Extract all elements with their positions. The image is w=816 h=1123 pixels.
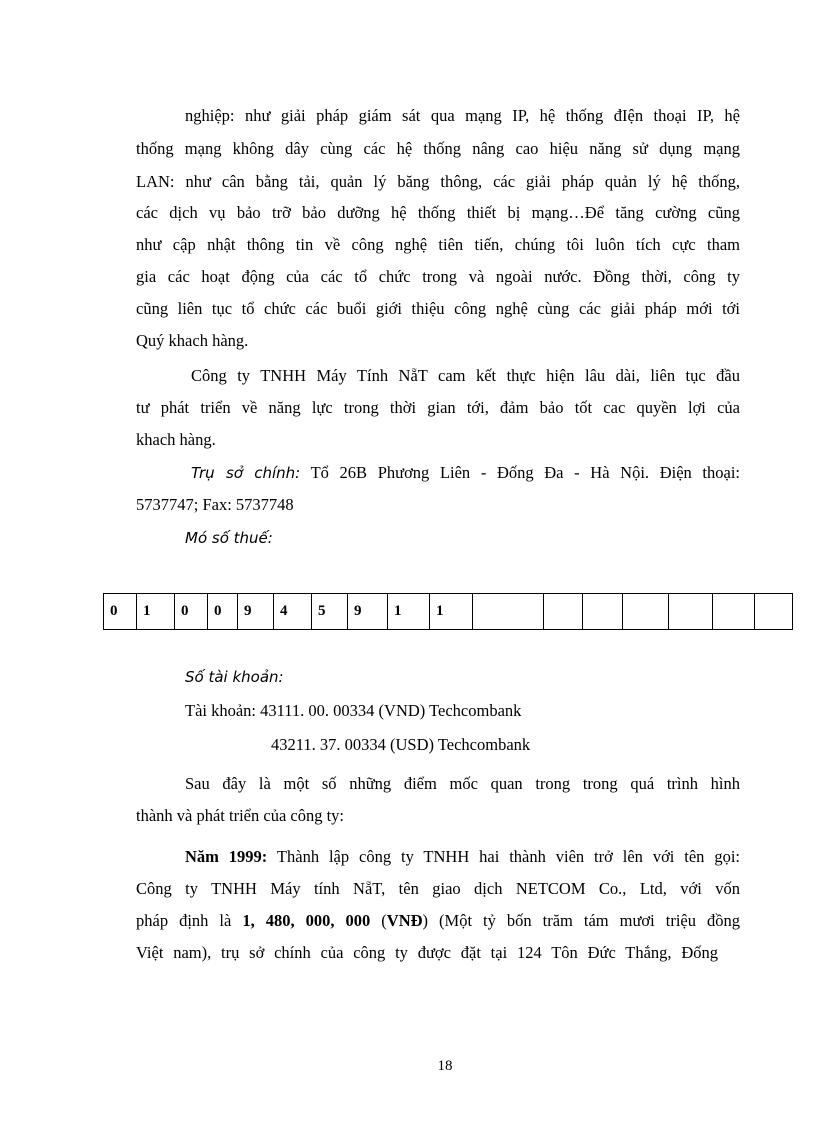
p3-line-1: Sau đây là một số những điểm mốc quan trong trong quá trình hình bbox=[185, 774, 740, 793]
milestone-text-3b: ) (Một tỷ bốn trăm tám mươi triệu đồng bbox=[422, 911, 740, 930]
p1-line-1: nghiệp: như giải pháp giám sát qua mạng IP, hệ thống đIện thoại IP, hệ bbox=[185, 106, 740, 125]
tax-digit-cell: 4 bbox=[274, 594, 312, 630]
p1-line-6: gia các hoạt động của các tổ chức trong và ngoài nước. Đồng thời, công ty bbox=[136, 267, 740, 286]
tax-code-label: Mó số thuế: bbox=[185, 529, 273, 547]
currency-code: VNĐ bbox=[386, 911, 423, 930]
p2-line-2: tư phát triển về năng lực trong thời gian tới, đảm bảo tốt cac quyền lợi của bbox=[136, 398, 740, 417]
tax-code-row bbox=[104, 594, 793, 630]
tax-digit-cell: 9 bbox=[238, 594, 274, 630]
paren-open: ( bbox=[370, 911, 387, 930]
milestone-line-3 bbox=[136, 911, 740, 931]
tax-code-grid bbox=[103, 593, 793, 630]
tax-digit-cell bbox=[623, 594, 669, 630]
account-line-2: 43211. 37. 00334 (USD) Techcombank bbox=[271, 735, 531, 754]
tax-digit-cell: 1 bbox=[388, 594, 430, 630]
milestone-line-1 bbox=[185, 847, 740, 867]
capital-amount: 1, 480, 000, 000 bbox=[242, 911, 371, 930]
milestone-line-4: Việt nam), trụ sở chính của công ty được đặt tại 124 Tôn Đức Thắng, Đống bbox=[136, 943, 718, 962]
p1-line-3: LAN: như cân bằng tải, quản lý băng thông, các giải pháp quản lý hệ thống, bbox=[136, 172, 740, 191]
p2-line-1: Công ty TNHH Máy Tính NẵT cam kết thực hiện lâu dài, liên tục đầu bbox=[191, 366, 740, 385]
tax-digit-cell: 1 bbox=[137, 594, 175, 630]
headquarters-address: Tổ 26B Phương Liên - Đống Đa - Hà Nội. Điện thoại: bbox=[300, 463, 740, 482]
p1-line-8: Quý khach hàng. bbox=[136, 331, 249, 350]
tax-digit-cell: 9 bbox=[348, 594, 388, 630]
tax-digit-cell: 0 bbox=[104, 594, 137, 630]
page-number: 18 bbox=[437, 1058, 453, 1074]
p1-line-7: cũng liên tục tổ chức các buổi giới thiệu công nghệ cùng các giải pháp mới tới bbox=[136, 299, 740, 318]
tax-digit-cell: 0 bbox=[208, 594, 238, 630]
account-line-1: Tài khoản: 43111. 00. 00334 (VND) Techcombank bbox=[185, 701, 522, 720]
p1-line-5: như cập nhật thông tin về công nghệ tiên tiến, chúng tôi luôn tích cực tham bbox=[136, 235, 740, 254]
tax-digit-cell bbox=[755, 594, 793, 630]
headquarters-line-1 bbox=[191, 463, 740, 483]
milestone-text-3a: pháp định là bbox=[136, 911, 243, 930]
tax-digit-cell bbox=[713, 594, 755, 630]
tax-digit-cell bbox=[544, 594, 583, 630]
headquarters-label: Trụ sở chính: bbox=[191, 464, 301, 482]
milestone-line-2: Công ty TNHH Máy tính NẵT, tên giao dịch NETCOM Co., Ltd, với vốn bbox=[136, 879, 740, 898]
account-label: Số tài khoản: bbox=[185, 668, 284, 686]
tax-digit-cell bbox=[473, 594, 544, 630]
milestone-year: Năm 1999: bbox=[185, 847, 268, 866]
tax-digit-cell: 5 bbox=[312, 594, 348, 630]
tax-digit-cell: 1 bbox=[430, 594, 473, 630]
milestone-text-1: Thành lập công ty TNHH hai thành viên trở lên với tên gọi: bbox=[267, 847, 740, 866]
tax-digit-cell bbox=[669, 594, 713, 630]
p3-line-2: thành và phát triển của công ty: bbox=[136, 806, 345, 825]
p2-line-3: khach hàng. bbox=[136, 430, 216, 449]
p1-line-2: thống mạng không dây cùng các hệ thống nâng cao hiệu năng sử dụng mạng bbox=[136, 139, 740, 158]
tax-digit-cell bbox=[583, 594, 623, 630]
p1-line-4: các dịch vụ bảo trỡ bảo dưỡng hệ thống thiết bị mạng…Để tăng cường cũng bbox=[136, 203, 740, 222]
headquarters-line-2: 5737747; Fax: 5737748 bbox=[136, 495, 294, 514]
tax-digit-cell: 0 bbox=[175, 594, 208, 630]
